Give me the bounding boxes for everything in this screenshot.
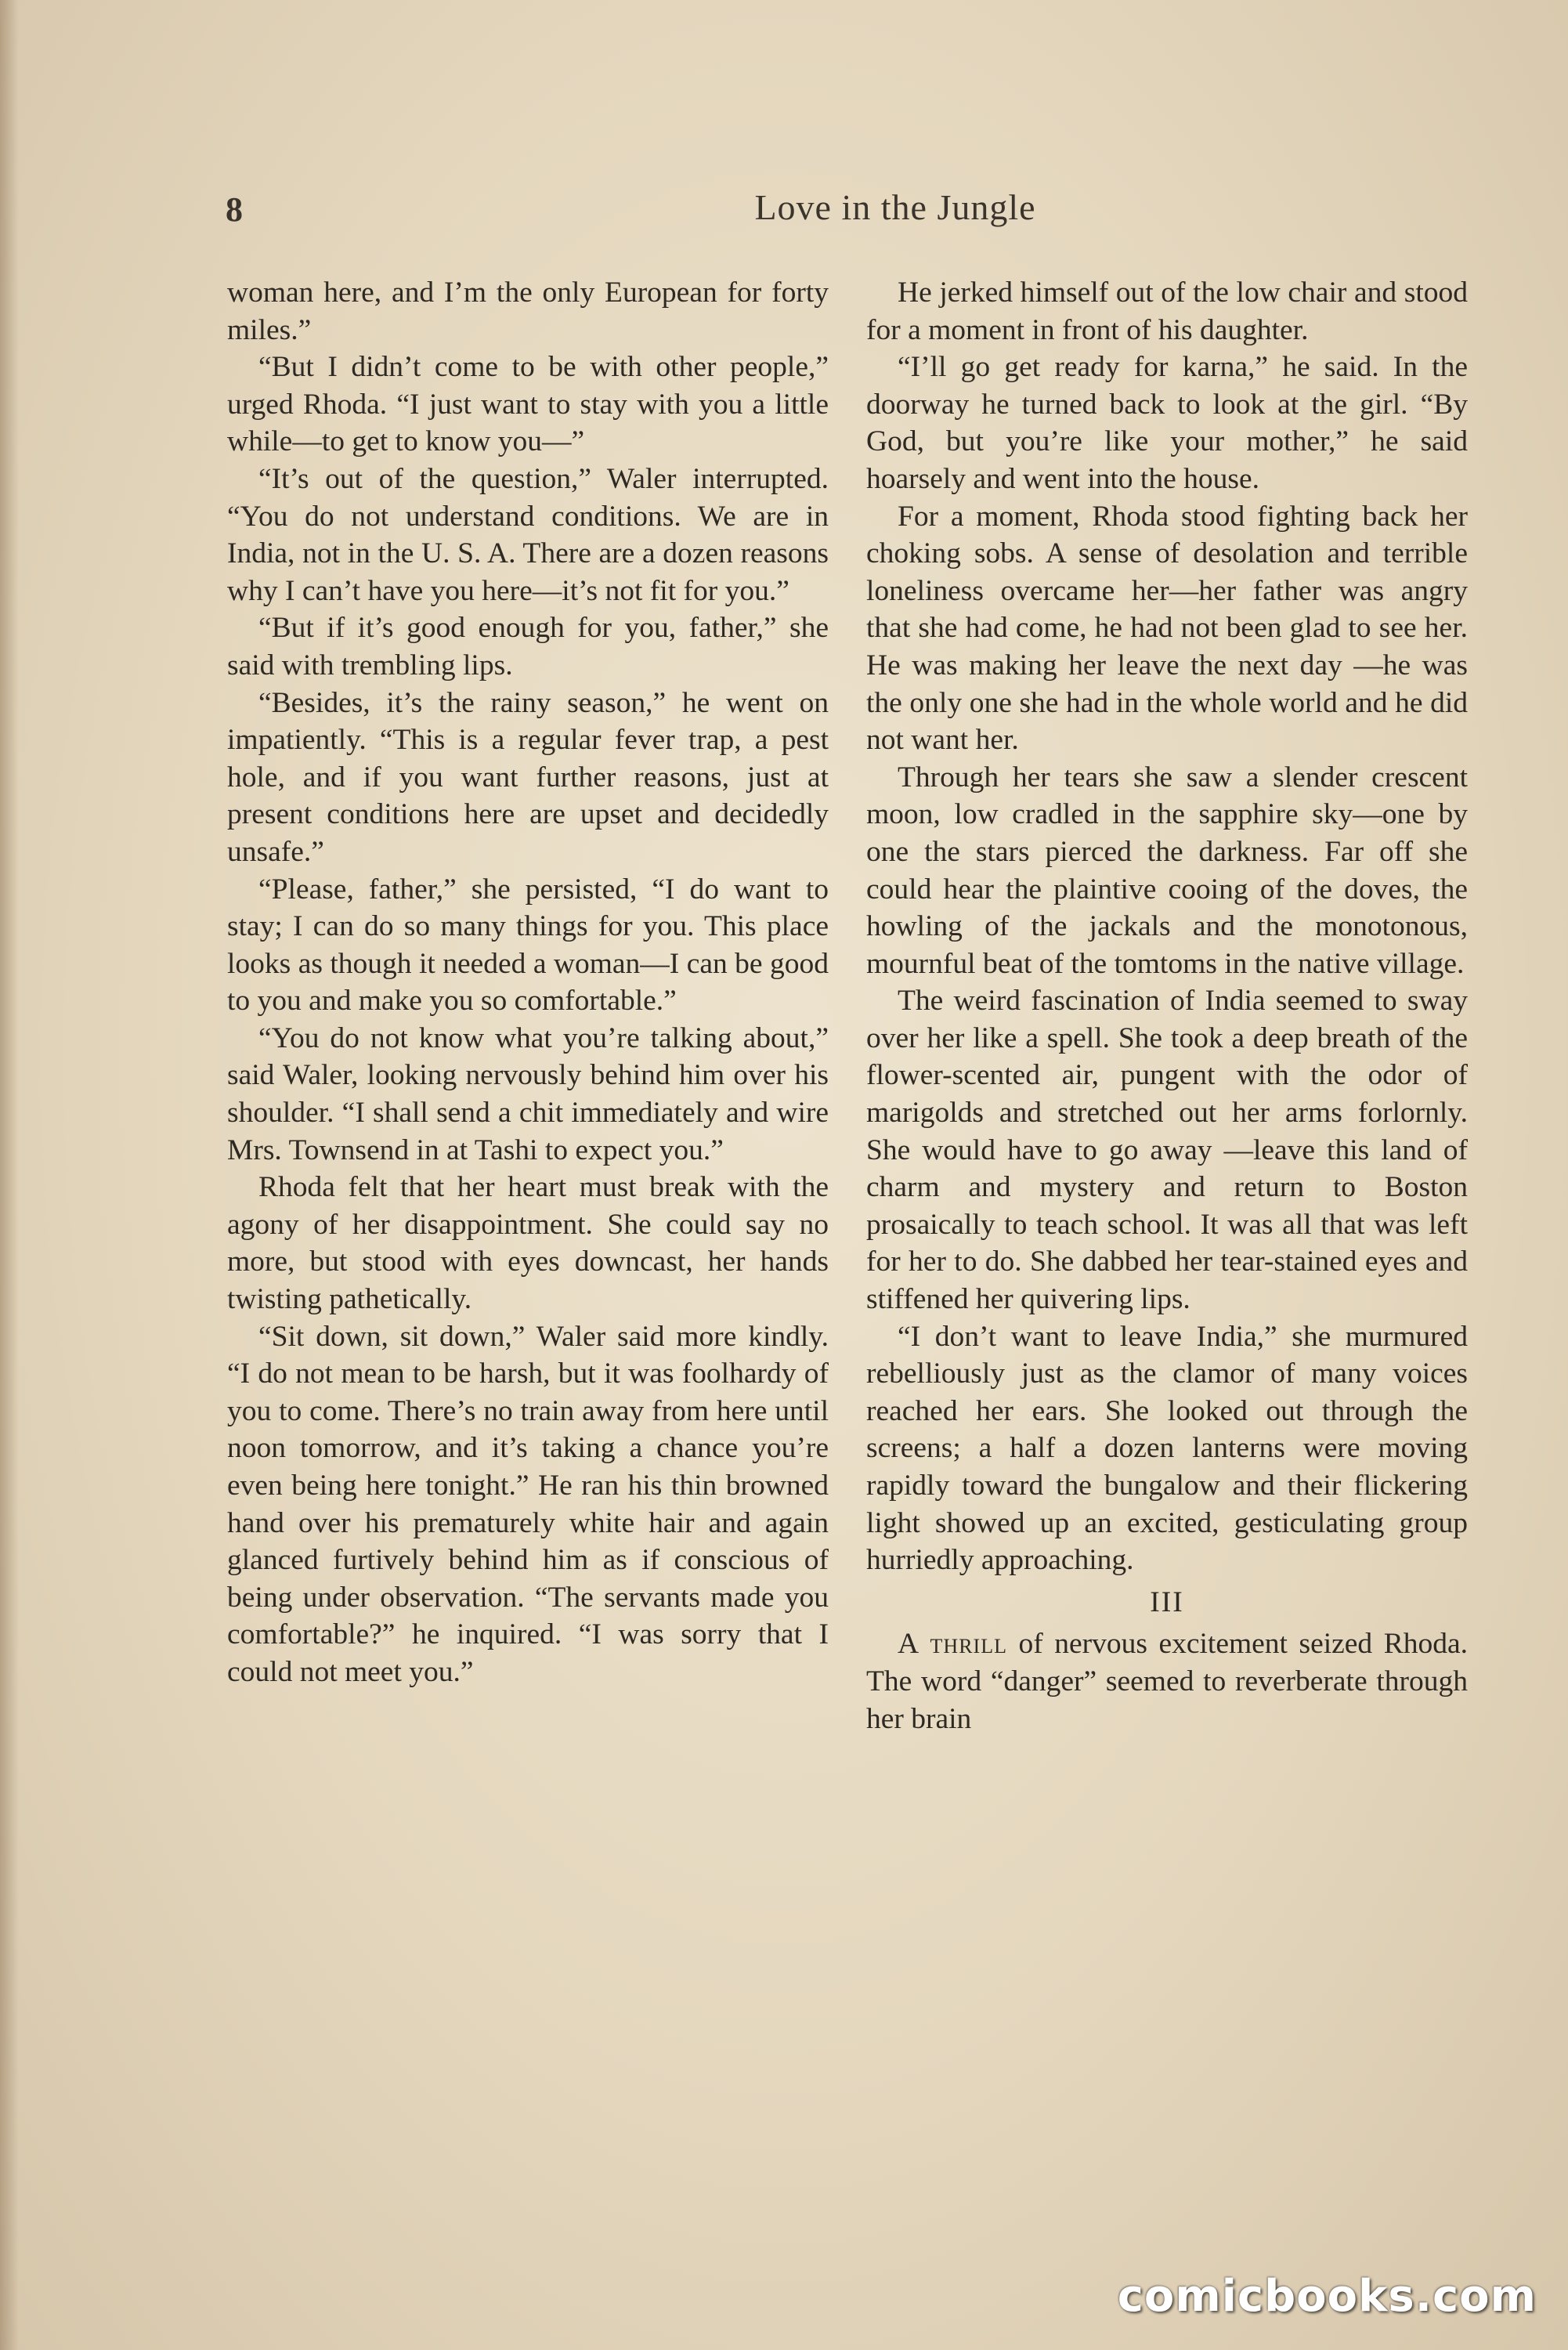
section-opening-paragraph [866,1625,1468,1737]
section-opening-text: of nervous excitement seized Rhoda. The word “danger” seemed to reverberate through her brain [866,1628,1468,1735]
watermark: comicbooks.com [1117,2271,1537,2322]
section-lead-smallcaps: A thrill [898,1628,1007,1661]
paragraph: “I don’t want to leave India,” she murmured rebelliously just as the clamor of many voices reached her ears. She looked out through the screens; a half a dozen lanterns were moving rapidly toward the bungalow and their flickering light showed up an excited, gesticulating group hurriedly approaching. [866,1320,1468,1577]
paragraph: “But if it’s good enough for you, father,” she said with trembling lips. [227,612,829,682]
paragraph: The weird fascination of India seemed to sway over her like a spell. She took a deep breath of the flower-scented air, pungent with the odor of marigolds and stretched out her arms forlornly. She would have to go away —leave this land of charm and mystery and return to Boston prosaically to teach school. It was all that was left for her to do. She dabbed her tear-stained eyes and stiffened her quivering lips. [866,985,1468,1316]
paragraph: woman here, and I’m the only European for forty miles.” [227,277,829,346]
page-title: Love in the Jungle [754,187,1036,227]
paragraph: Rhoda felt that her heart must break with the agony of her disappointment. She could say no more, but stood with eyes downcast, her hands twisting pathetically. [227,1171,829,1316]
paragraph: “You do not know what you’re talking about,” said Waler, looking nervously behind him over his shoulder. “I shall send a chit immediately and wire Mrs. Townsend in at Tashi to expect you.” [227,1021,829,1166]
page-edge-shadow [0,0,19,2350]
running-head [226,186,1471,241]
section-numeral: III [1150,1585,1184,1618]
paragraph: “It’s out of the question,” Waler interrupted. “You do not understand conditions. We are in India, not in the U. S. A. There are a dozen reasons why I can’t have you here—it’s not fit for you.” [227,462,829,607]
left-text-column [227,274,829,1691]
page-number: 8 [226,190,243,229]
paragraph: For a moment, Rhoda stood fighting back her choking sobs. A sense of desolation and terrible loneliness overcame her—her father was angry that she had come, he had not been glad to see her. He was making her leave the next day —he was the only one she had in the whole world and he did not want her. [866,500,1468,757]
paragraph: “Please, father,” she persisted, “I do want to stay; I can do so many things for you. This place looks as though it needed a woman—I can be good to you and make you so comfortable.” [227,873,829,1018]
paragraph: “But I didn’t come to be with other people,” urged Rhoda. “I just want to stay with you a little while—to get to know you—” [227,351,829,458]
paragraph: “Besides, it’s the rainy season,” he went on impatiently. “This is a regular fever trap, a pest hole, and if you want further reasons, just at present conditions here are upset and decidedly unsafe.” [227,686,829,868]
paragraph: “I’ll go get ready for karna,” he said. In the doorway he turned back to look at the girl. “By God, but you’re like your mother,” he said hoarsely and went into the house. [866,351,1468,495]
paragraph: He jerked himself out of the low chair and stood for a moment in front of his daughter. [866,277,1468,346]
right-text-column [866,274,1468,1737]
paragraph: “Sit down, sit down,” Waler said more kindly. “I do not mean to be harsh, but it was foolhardy of you to come. There’s no train away from here until noon tomorrow, and it’s taking a chance you’re even being here tonight.” He ran his thin browned hand over his prematurely white hair and again glanced furtively behind him as if conscious of being under observation. “The servants made you comfortable?” he inquired. “I was sorry that I could not meet you.” [227,1320,829,1688]
paragraph: Through her tears she saw a slender crescent moon, low cradled in the sapphire sky—one by one the stars pierced the darkness. Far off she could hear the plaintive cooing of the doves, the howling of the jackals and the monotonous, mournful beat of the tomtoms in the native village. [866,761,1468,980]
right-paragraphs [866,274,1468,1579]
